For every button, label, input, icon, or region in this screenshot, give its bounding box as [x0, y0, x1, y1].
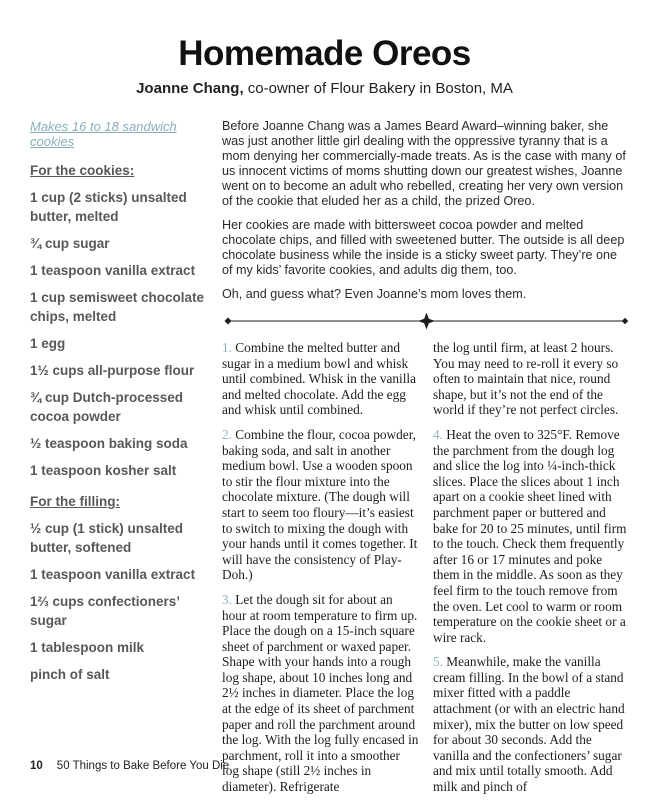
filling-section-heading: For the filling:: [30, 494, 120, 509]
page-number: 10: [30, 760, 43, 772]
step-text: the log until firm, at least 2 hours. You may need to re-roll it every so often to maintain that nice, round shape, but it’s not the end of the world if they’re not perfect circles.: [433, 340, 619, 418]
ingredient-item: 1⅔ cups confectioners’ sugar: [30, 594, 180, 628]
ingredient-item: pinch of salt: [30, 667, 110, 682]
ingredient-item: 1 cup semisweet chocolate chips, melted: [30, 290, 205, 324]
instructions: [222, 340, 631, 800]
step-5: [433, 654, 631, 794]
ingredient-item: ½ teaspoon baking soda: [30, 436, 188, 451]
step-number: 2.: [222, 426, 232, 442]
step-3: [222, 592, 420, 795]
section-divider: [222, 312, 631, 330]
step-2: [222, 427, 420, 583]
author-description: co-owner of Flour Bakery in Boston, MA: [243, 80, 513, 97]
step-number: 1.: [222, 340, 232, 355]
book-title: 50 Things to Bake Before You Die: [56, 760, 230, 772]
intro-paragraph: Oh, and guess what? Even Joanne’s mom loves them.: [222, 287, 527, 301]
recipe-byline: [0, 80, 649, 97]
ingredient-item: ¾ cup sugar: [30, 236, 110, 251]
step-1: [222, 340, 420, 418]
step-text: Combine the flour, cocoa powder, baking soda, and salt in another medium bowl. Use a wooden spoon to stir the flour mixture into the chocolate mixture. (The dough will start to seem too floury—it’s easiest to switch to mixing the dough with your hands until it comes together. It will have the consistency of Play-Doh.): [222, 426, 418, 583]
ingredient-item: 1½ cups all-purpose flour: [30, 363, 195, 378]
cookies-section-heading: For the cookies:: [30, 163, 135, 178]
intro-paragraph: Before Joanne Chang was a James Beard Award–winning baker, she was just another little girl dealing with the oppressive tyranny that is a mom denying her commercially-made treats. As is the case with many of us innocent victims of moms shutting down our greatest wishes, Joanne went on to become an adult who rebelled, creating her very own version of the cookie that eluded her as a child, the prized Oreo.: [222, 119, 626, 208]
divider-ornament-graphic: [222, 312, 631, 330]
center-star-icon: [418, 313, 435, 330]
step-3-continued: [433, 340, 631, 418]
intro-paragraph: Her cookies are made with bittersweet cocoa powder and melted chocolate chips, and filled with sweetened butter. The outside is all deep chocolate business while the inside is a sticky sweet party. They’re one of my kids’ favorite cookies, and adults dig them, too.: [222, 218, 625, 277]
yield-note: Makes 16 to 18 sandwich cookies: [30, 119, 177, 149]
main-column: [222, 119, 631, 800]
right-diamond-icon: [622, 318, 628, 324]
ingredient-item: 1 egg: [30, 336, 66, 351]
instructions-right-column: [433, 340, 631, 800]
ingredients-sidebar: [30, 119, 214, 692]
instructions-left-column: [222, 340, 420, 800]
step-number: 5.: [433, 654, 443, 670]
step-text: Meanwhile, make the vanilla cream filling. In the bowl of a stand mixer fitted with a paddle attachment (or with an electric hand mixer), mix the butter on low speed for about 30 seconds. Add the vanilla and the confectioners’ sugar and mix until totally smooth. Add milk and pinch of: [433, 654, 625, 795]
ingredient-item: 1 teaspoon vanilla extract: [30, 567, 196, 582]
intro-text: [222, 119, 631, 302]
ingredient-item: 1 teaspoon kosher salt: [30, 463, 177, 478]
ingredient-item: 1 tablespoon milk: [30, 640, 145, 655]
left-diamond-icon: [225, 318, 232, 325]
ingredient-item: 1 cup (2 sticks) unsalted butter, melted: [30, 190, 187, 224]
page-footer: [30, 760, 229, 772]
author-name: Joanne Chang,: [136, 80, 244, 97]
step-text: Combine the melted butter and sugar in a medium bowl and whisk until combined. Whisk in the vanilla and melted chocolate. Add the egg and whisk until combined.: [222, 340, 417, 418]
ingredient-item: ¾ cup Dutch-processed cocoa powder: [30, 390, 184, 424]
step-text: Let the dough sit for about an hour at room temperature to firm up. Place the dough on a 15-inch square sheet of parchment or waxed paper. Shape with your hands into a rough log shape, about 10 inches long and 2½ inches in diameter. Place the log at the edge of its sheet of parchment paper and roll the parchment around the log. With the log fully encased in parchment, roll it into a smoother log shape (still 2½ inches in diameter). Refrigerate: [222, 591, 419, 795]
recipe-title: Homemade Oreos: [178, 34, 471, 73]
page-header: [0, 34, 649, 97]
step-number: 3.: [222, 591, 232, 607]
step-number: 4.: [433, 426, 443, 442]
step-text: Heat the oven to 325°F. Remove the parchment from the dough log and slice the log into ¼-inch-thick slices. Place the slices about 1 inch apart on a cookie sheet lined with parchment paper or buttered and bake for 20 to 25 minutes, until firm to the touch. Check them frequently after 16 or 17 minutes and poke them in the middle. As soon as they feel firm to the touch remove from the oven. Let cool to warm or room temperature on the cookie sheet or a wire rack.: [433, 426, 627, 645]
ingredient-item: ½ cup (1 stick) unsalted butter, softened: [30, 521, 184, 555]
ingredient-item: 1 teaspoon vanilla extract: [30, 263, 196, 278]
step-4: [433, 427, 631, 645]
